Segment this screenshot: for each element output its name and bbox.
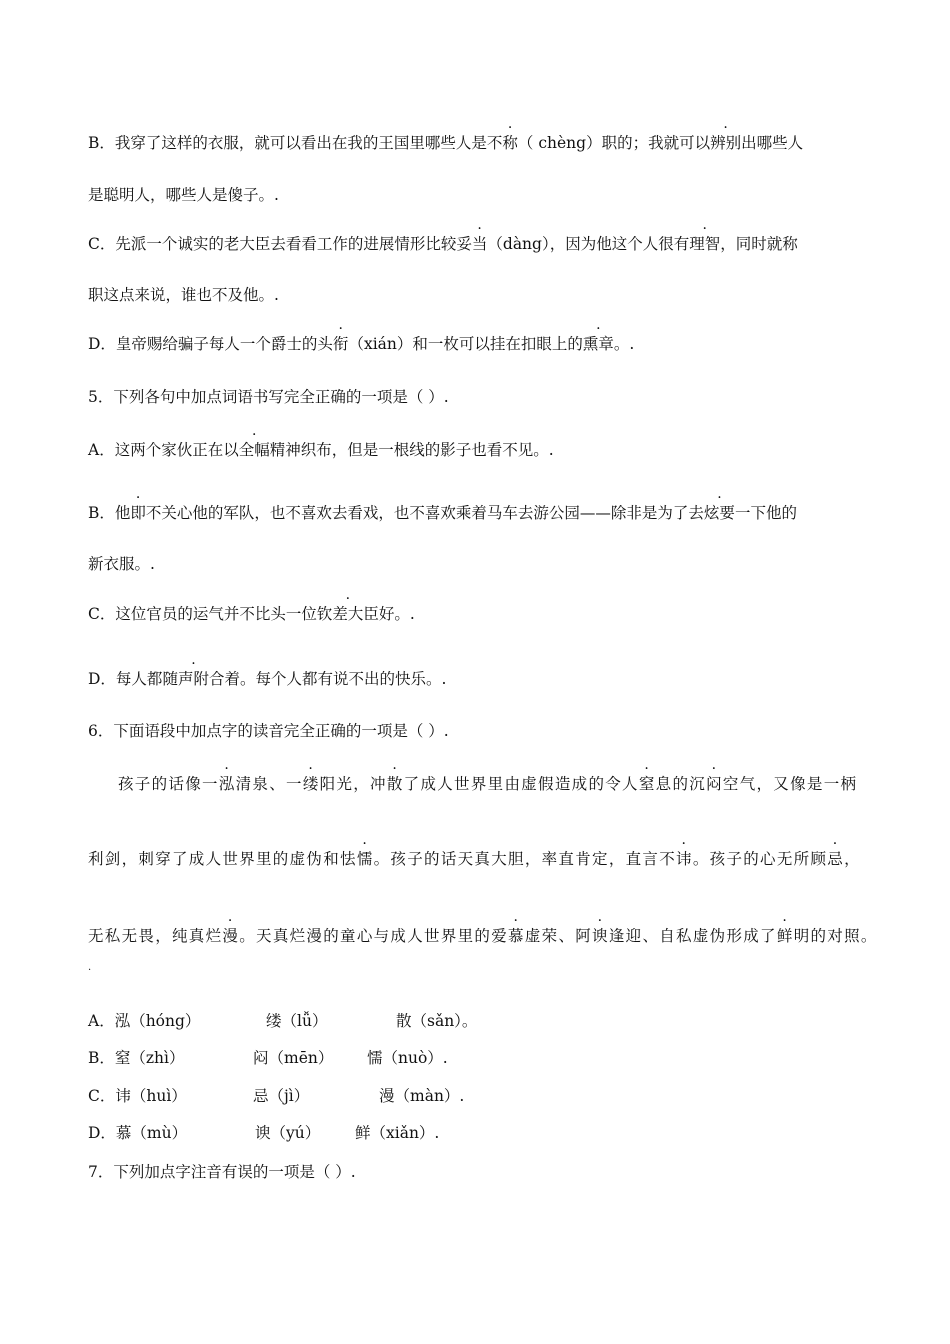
- text: C．这位官员的运气并不比头一位: [88, 605, 317, 623]
- option-item: 懦（nuò）.: [367, 1049, 448, 1067]
- text: D．皇帝赐给骗子每人一个爵士的头: [88, 335, 333, 353]
- text: （dàng），因为他这个人很有: [487, 235, 690, 253]
- text: 出哪些人: [741, 134, 804, 152]
- dotted-char: 谀: [592, 927, 609, 945]
- option-item: C．讳（huì）: [88, 1087, 187, 1105]
- dotted-char: 辨别: [710, 134, 742, 152]
- dotted-char: 鲜: [776, 927, 794, 945]
- text: （ chèng）职的；我就可以: [517, 134, 711, 152]
- dotted-char: 当: [471, 235, 488, 253]
- text: （xián）和一枚可以挂在扣眼上的: [348, 335, 583, 353]
- q6-option-a: [88, 1011, 477, 1031]
- option-item: 鲜（xiǎn）.: [355, 1124, 440, 1142]
- q6-option-b: [88, 1048, 448, 1068]
- text: B．我穿了这样的衣服，就可以看出在我的王国里哪些人是不: [88, 134, 503, 152]
- text: 一下他的: [734, 504, 797, 522]
- q5-option-c: [88, 604, 415, 624]
- q5-option-d: [88, 669, 446, 689]
- q4-option-d: [88, 334, 634, 354]
- option-item: 闷（mēn）: [253, 1049, 334, 1067]
- text: 虚荣、阿: [524, 927, 593, 945]
- dotted-word: 随声附合: [162, 670, 225, 688]
- q5-option-b-line2: 新衣服。.: [88, 555, 155, 573]
- q6-option-d: [88, 1123, 439, 1143]
- dotted-char: 漫: [222, 927, 240, 945]
- option-item: D．慕（mù）: [88, 1124, 188, 1142]
- text: B．他: [88, 504, 131, 522]
- option-item: 散（sǎn）。: [396, 1012, 478, 1030]
- option-item: 谀（yú）: [255, 1124, 321, 1142]
- text: D．每人都: [88, 670, 163, 688]
- dotted-char: 熏章: [582, 335, 614, 353]
- text: 空气，又像是一柄: [722, 775, 858, 793]
- q4-option-c-line1: [88, 234, 798, 254]
- dotted-char: 衔: [332, 335, 349, 353]
- q6-passage-line2: [88, 849, 861, 869]
- text: 利剑，刺穿了成人世界里的虚伪和怯: [88, 850, 357, 868]
- dotted-char: 理智: [689, 235, 721, 253]
- q7-stem: 7．下列加点字注音有误的一项是（ ）.: [88, 1163, 356, 1181]
- q6-passage-line1: [118, 774, 857, 794]
- dotted-char: 懦: [356, 850, 374, 868]
- text: 了成人世界里由虚假造成的令人: [403, 775, 639, 793]
- text: 明的对照。: [793, 927, 878, 945]
- dotted-char: 称: [502, 134, 518, 152]
- text: 阳光，冲: [319, 775, 387, 793]
- q4-option-b-line1: [88, 133, 803, 153]
- text: 不关心他的军队，也不喜欢去看戏，也不喜欢乘着马车去游公园——除非是为了去: [145, 504, 704, 522]
- q5-option-a: [88, 440, 554, 460]
- option-item: 缕（lǚ）: [266, 1012, 328, 1030]
- option-item: 漫（màn）.: [379, 1087, 465, 1105]
- text: 。孩子的心无所顾: [692, 850, 828, 868]
- dotted-char: 泓: [218, 775, 236, 793]
- dotted-char: 即: [130, 504, 146, 522]
- text: 好。.: [378, 605, 415, 623]
- option-item: A．泓（hóng）: [88, 1012, 201, 1030]
- text: 无私无畏，纯真烂: [88, 927, 223, 945]
- q6-passage-line3: [88, 926, 878, 946]
- q6-stem: 6．下面语段中加点字的读音完全正确的一项是（ ）.: [88, 722, 449, 740]
- q6-option-c: [88, 1086, 464, 1106]
- dotted-char: 闷: [706, 775, 723, 793]
- option-item: B．窒（zhì）: [88, 1049, 185, 1067]
- text: 精神织布，但是一根线的影子也看不见。.: [269, 441, 554, 459]
- text: 息的沉: [655, 775, 707, 793]
- text: 逢迎、自私虚伪形成了: [608, 927, 777, 945]
- dotted-char: 讳: [676, 850, 693, 868]
- dotted-word: 炫要: [703, 504, 735, 522]
- q5-option-b-line1: [88, 503, 797, 523]
- dotted-char: 窒: [638, 775, 656, 793]
- q4-option-b-line2: 是聪明人，哪些人是傻子。.: [88, 186, 279, 204]
- q4-option-c-line2: 职这点来说，谁也不及他。.: [88, 286, 279, 304]
- text: 孩子的话像一: [118, 775, 219, 793]
- q5-stem: 5．下列各句中加点词语书写完全正确的一项是（ ）.: [88, 388, 449, 406]
- dotted-char: 缕: [302, 775, 320, 793]
- text: 。天真烂漫的童心与成人世界里的爱: [239, 927, 509, 945]
- text: C．先派一个诚实的老大臣去看看工作的进展情形比较妥: [88, 235, 472, 253]
- dotted-word: 钦差大臣: [316, 605, 379, 623]
- text: 清泉、一: [235, 775, 303, 793]
- dotted-char: 慕: [508, 927, 525, 945]
- text: A．这两个家伙正在以: [88, 441, 239, 459]
- text: ，: [844, 850, 861, 868]
- text: 着。每个人都有说不出的快乐。.: [224, 670, 447, 688]
- text: 。.: [613, 335, 635, 353]
- q6-passage-end-mark: .: [88, 962, 92, 973]
- dotted-char: 散: [386, 775, 404, 793]
- text: 。孩子的话天真大胆，率直肯定，直言不: [373, 850, 677, 868]
- dotted-char: 忌: [827, 850, 845, 868]
- option-item: 忌（jì）: [253, 1087, 310, 1105]
- text: ，同时就称: [720, 235, 798, 253]
- dotted-word: 全幅: [238, 441, 270, 459]
